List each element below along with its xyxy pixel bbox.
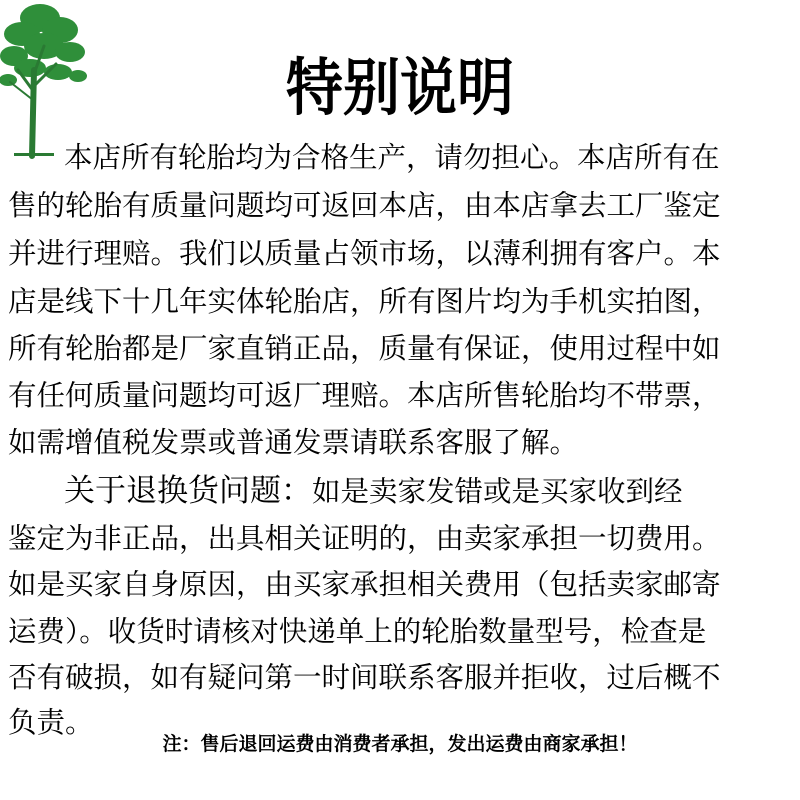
returns-first-line-text: 如是卖家发错或是买家收到经 bbox=[312, 475, 683, 508]
paragraph-line: 有任何质量问题均可返厂理赔。本店所售轮胎均不带票， bbox=[8, 379, 721, 412]
paragraph-line: 如需增值税发票或普通发票请联系客服了解。 bbox=[8, 426, 579, 459]
paragraph-line: 运费）。收货时请核对快递单上的轮胎数量型号，检查是 bbox=[8, 615, 707, 648]
paragraph-line: 否有破损，如有疑问第一时间联系客服并拒收，过后概不 bbox=[8, 661, 721, 694]
paragraph-line: 鉴定为非正品，出具相关证明的，由卖家承担一切费用。 bbox=[8, 522, 721, 555]
paragraph-line: 并进行理赔。我们以质量占领市场，以薄利拥有客户。本 bbox=[8, 237, 721, 270]
paragraph-line bbox=[64, 469, 794, 513]
paragraph-line: 所有轮胎都是厂家直销正品，质量有保证，使用过程中如 bbox=[8, 332, 721, 365]
returns-heading: 关于退换货问题： bbox=[64, 473, 312, 509]
paragraph-line: 如是买家自身原因，由买家承担相关费用（包括卖家邮寄 bbox=[8, 568, 721, 601]
paragraph-line: 负责。 bbox=[8, 706, 94, 739]
paragraph-line: 本店所有轮胎均为合格生产，请勿担心。本店所有在 bbox=[64, 141, 720, 174]
footer-note: 注：售后退回运费由消费者承担，发出运费由商家承担！ bbox=[162, 733, 638, 755]
paragraph-line: 店是线下十几年实体轮胎店，所有图片均为手机实拍图， bbox=[8, 285, 721, 318]
page-title: 特别说明 bbox=[285, 51, 515, 124]
paragraph-line: 售的轮胎有质量问题均可返回本店，由本店拿去工厂鉴定 bbox=[8, 189, 721, 222]
